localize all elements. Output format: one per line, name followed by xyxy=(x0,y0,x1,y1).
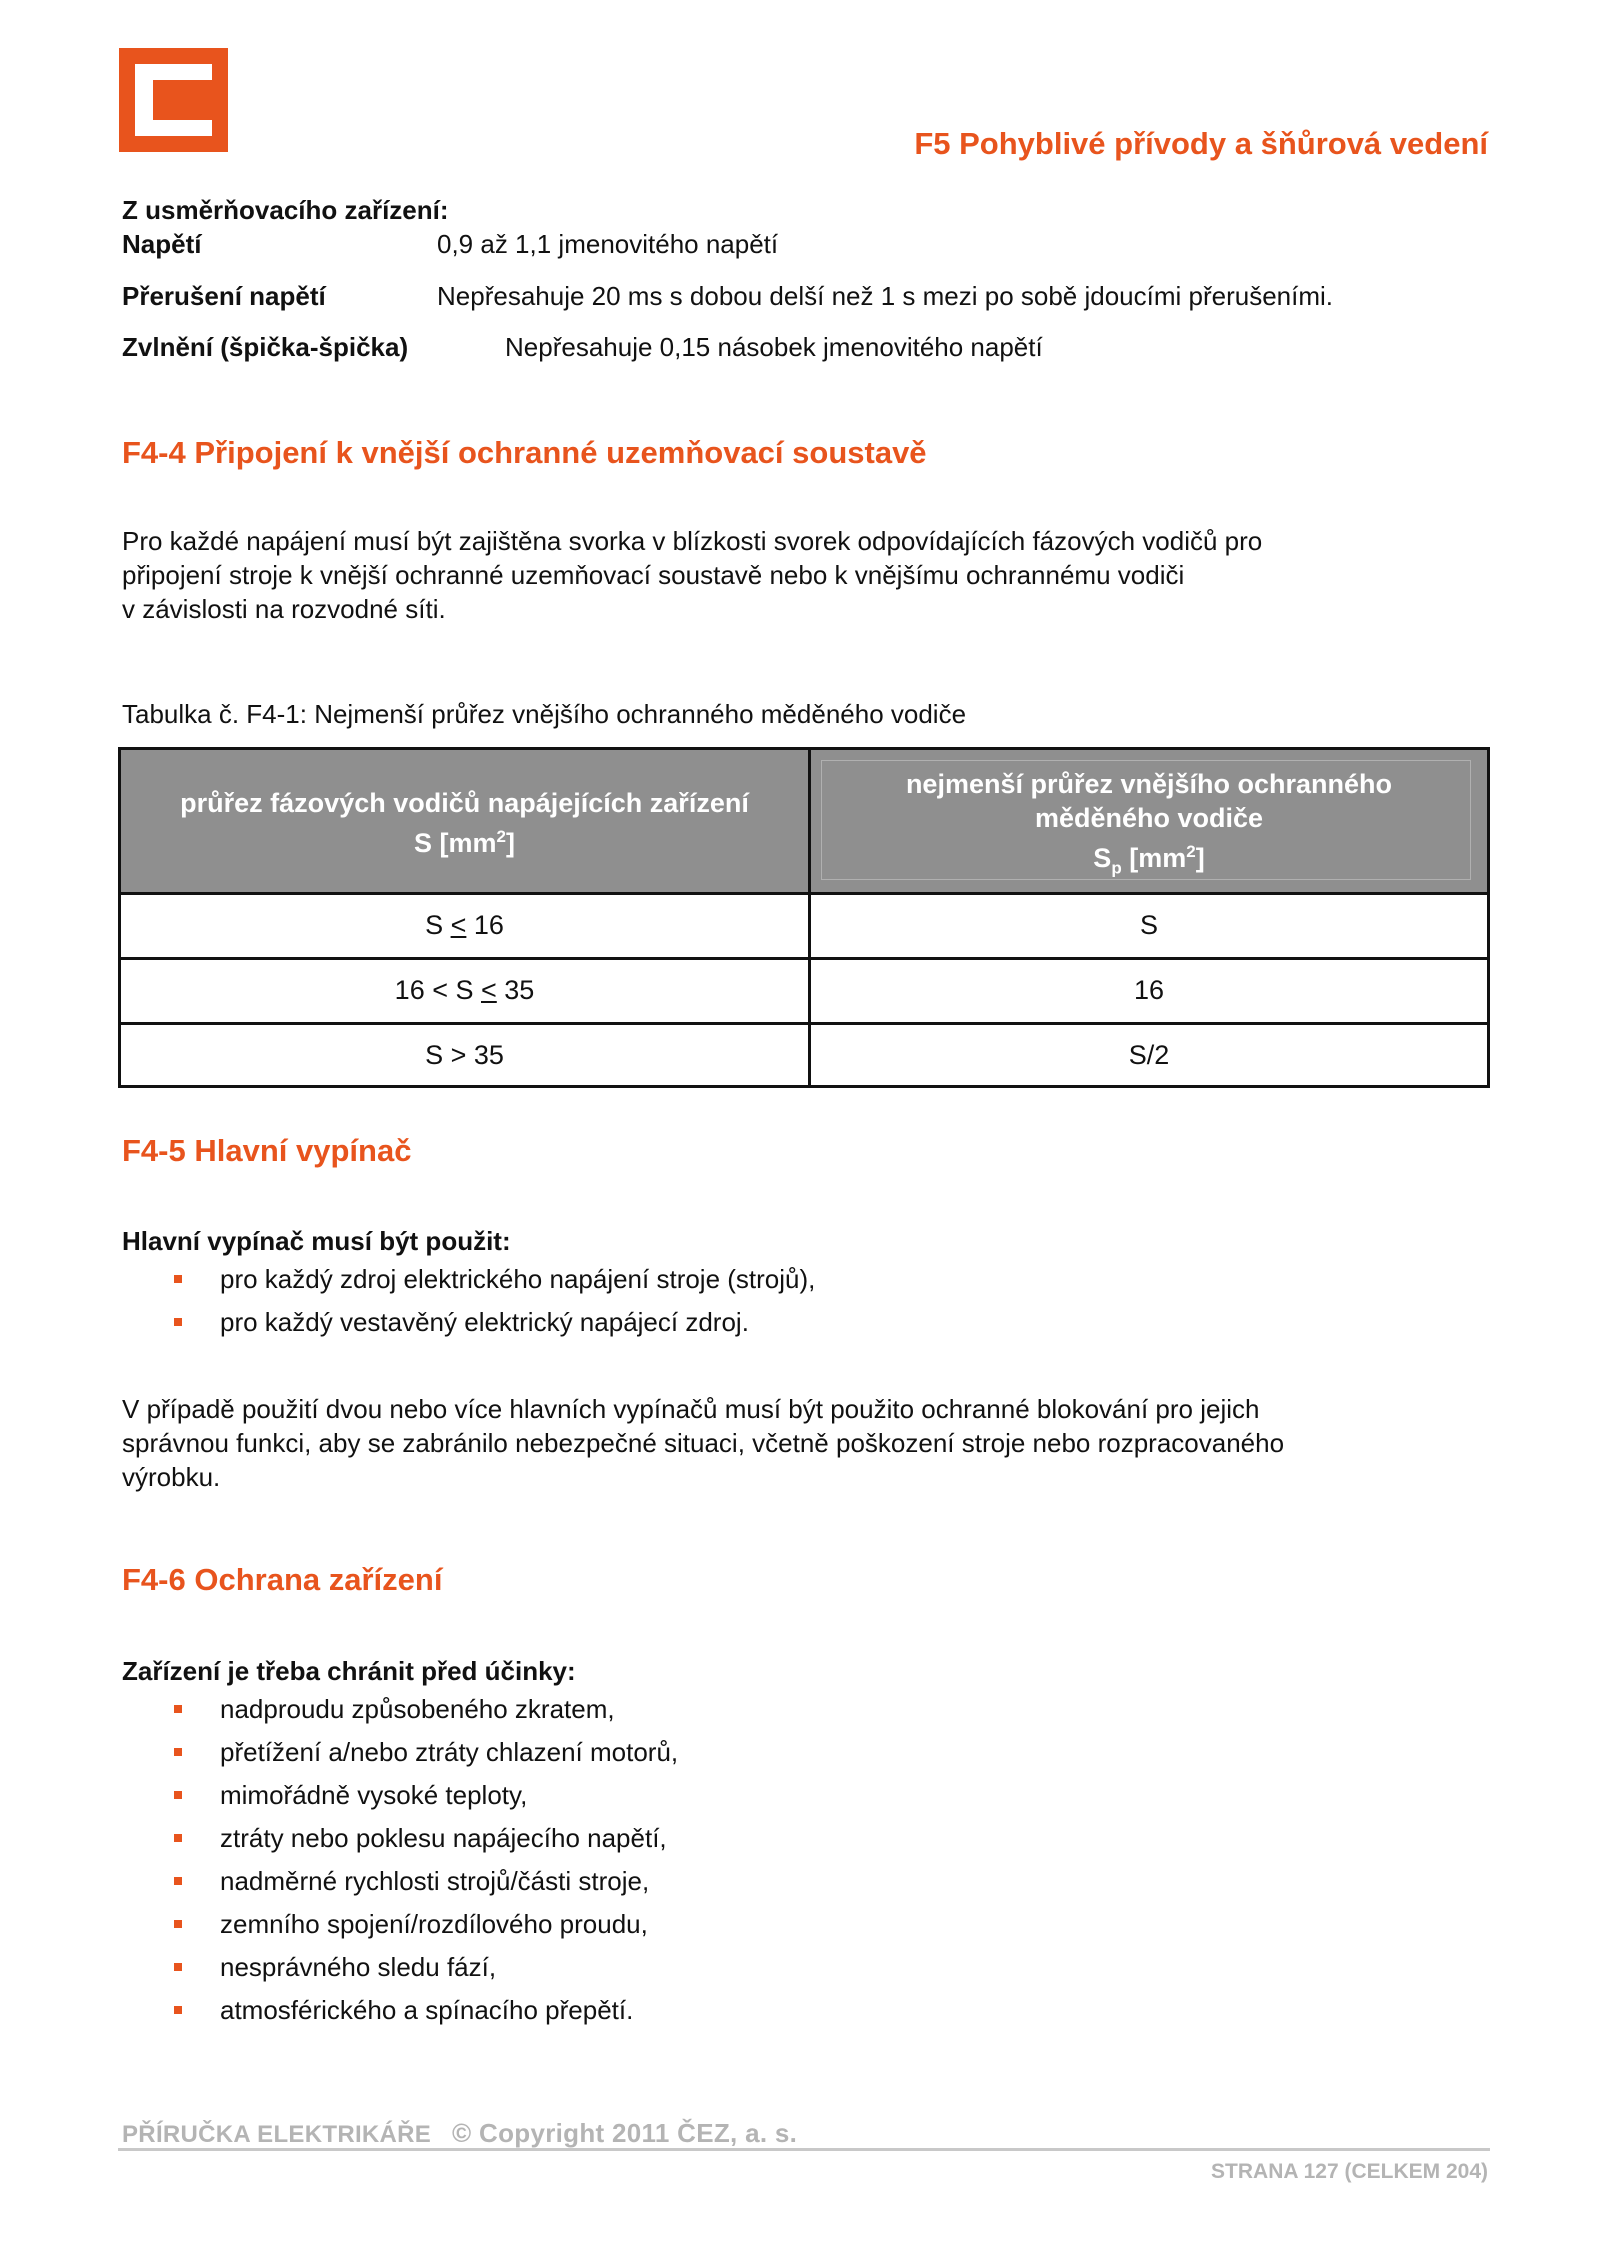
paragraph-line: výrobku. xyxy=(122,1462,221,1492)
table-cell-left xyxy=(121,973,808,1007)
f4-6-bullet-list xyxy=(119,1688,1419,2032)
section-title-f4-6: F4-6 Ochrana zařízení xyxy=(122,1562,443,1597)
cell-text: 16 xyxy=(466,910,504,940)
list-item-text: nesprávného sledu fází, xyxy=(220,1952,497,1982)
unit-superscript: 2 xyxy=(1186,842,1196,861)
footer-copyright: © Copyright 2011 ČEZ, a. s. xyxy=(452,2118,798,2148)
section-title-f4-5: F4-5 Hlavní vypínač xyxy=(122,1133,412,1168)
paragraph-line: připojení stroje k vnější ochranné uzemňovací soustavě nebo k vnějšímu ochrannému vodiči xyxy=(122,560,1185,590)
spec-label-voltage: Napětí xyxy=(122,229,202,259)
f4-4-paragraph xyxy=(122,524,1262,626)
unit-prefix: S [mm xyxy=(414,828,497,858)
list-item-text: zemního spojení/rozdílového proudu, xyxy=(220,1909,648,1939)
list-item xyxy=(119,1731,1419,1774)
symbol: S xyxy=(1093,843,1112,873)
table-header-left xyxy=(121,786,808,860)
cell-text: S xyxy=(425,910,451,940)
list-item-text: přetížení a/nebo ztráty chlazení motorů, xyxy=(220,1737,679,1767)
bullet-square-icon xyxy=(174,1963,182,1971)
footer-publication xyxy=(122,2118,797,2149)
spec-value-interruption: Nepřesahuje 20 ms s dobou delší než 1 s mezi po sobě jdoucími přerušeními. xyxy=(437,281,1334,311)
list-item xyxy=(119,1688,1419,1731)
cross-section-table xyxy=(118,747,1490,1088)
table-cell-left xyxy=(121,1038,808,1072)
unit-suffix: ] xyxy=(506,828,515,858)
chapter-title: F5 Pohyblivé přívody a šňůrová vedení xyxy=(914,126,1488,161)
f4-5-lead: Hlavní vypínač musí být použit: xyxy=(122,1226,511,1256)
header-right-line3 xyxy=(811,835,1487,885)
symbol-subscript: p xyxy=(1111,858,1122,878)
table-cell-left xyxy=(121,908,808,942)
table-divider xyxy=(121,1022,1487,1025)
list-item-text: pro každý zdroj elektrického napájení stroje (strojů), xyxy=(220,1264,816,1294)
header-left-line1: průřez fázových vodičů napájejících zařízení xyxy=(180,788,749,818)
bullet-square-icon xyxy=(174,1705,182,1713)
list-item-text: pro každý vestavěný elektrický napájecí zdroj. xyxy=(220,1307,749,1337)
paragraph-line: správnou funkci, aby se zabránilo nebezpečné situaci, včetně poškození stroje nebo rozpracovaného xyxy=(122,1428,1285,1458)
list-item-text: mimořádně vysoké teploty, xyxy=(220,1780,528,1810)
list-item xyxy=(119,1258,1419,1301)
f4-5-paragraph xyxy=(122,1392,1284,1494)
bullet-square-icon xyxy=(174,1920,182,1928)
cell-text: 16 < S xyxy=(394,975,481,1005)
rectifier-heading: Z usměrňovacího zařízení: xyxy=(122,195,449,225)
cez-logo-icon xyxy=(119,48,228,152)
bullet-square-icon xyxy=(174,1275,182,1283)
list-item xyxy=(119,1774,1419,1817)
list-item xyxy=(119,1989,1419,2032)
list-item xyxy=(119,1301,1419,1344)
f4-6-lead: Zařízení je třeba chránit před účinky: xyxy=(122,1656,576,1686)
list-item xyxy=(119,1946,1419,1989)
cell-text-underlined: < xyxy=(450,910,467,940)
section-title-f4-4: F4-4 Připojení k vnější ochranné uzemňovací soustavě xyxy=(122,435,927,470)
table-caption: Tabulka č. F4-1: Nejmenší průřez vnějšího ochranného měděného vodiče xyxy=(122,699,967,729)
list-item-text: nadproudu způsobeného zkratem, xyxy=(220,1694,615,1724)
bullet-square-icon xyxy=(174,2006,182,2014)
spec-label-ripple: Zvlnění (špička-špička) xyxy=(122,332,409,362)
bullet-square-icon xyxy=(174,1318,182,1326)
list-item-text: atmosférického a spínacího přepětí. xyxy=(220,1995,634,2025)
unit-superscript: 2 xyxy=(496,827,506,846)
bullet-square-icon xyxy=(174,1877,182,1885)
bullet-square-icon xyxy=(174,1748,182,1756)
header-right-line1: nejmenší průřez vnějšího ochranného xyxy=(905,769,1393,799)
spec-value-voltage: 0,9 až 1,1 jmenovitého napětí xyxy=(437,229,779,259)
list-item xyxy=(119,1860,1419,1903)
footer-page-number: STRANA 127 (CELKEM 204) xyxy=(1211,2160,1488,2183)
f4-5-bullet-list xyxy=(119,1258,1419,1344)
cell-text: S > 35 xyxy=(425,1040,504,1070)
list-item xyxy=(119,1903,1419,1946)
list-item xyxy=(119,1817,1419,1860)
spec-value-ripple: Nepřesahuje 0,15 násobek jmenovitého napětí xyxy=(505,332,1043,362)
header-left-line2 xyxy=(121,820,808,860)
bullet-square-icon xyxy=(174,1834,182,1842)
table-header-right xyxy=(811,767,1487,885)
table-divider xyxy=(121,892,1487,895)
paragraph-line: V případě použití dvou nebo více hlavních vypínačů musí být použito ochranné blokování pro jejich xyxy=(122,1394,1260,1424)
table-cell-right: S xyxy=(1139,910,1158,940)
list-item-text: nadměrné rychlosti strojů/části stroje, xyxy=(220,1866,650,1896)
spec-label-interruption: Přerušení napětí xyxy=(122,281,326,311)
paragraph-line: Pro každé napájení musí být zajištěna svorka v blízkosti svorek odpovídajících fázových vodičů pro xyxy=(122,526,1263,556)
footer-divider xyxy=(118,2148,1490,2151)
paragraph-line: v závislosti na rozvodné síti. xyxy=(122,594,446,624)
header-right-line2: měděného vodiče xyxy=(1034,803,1264,833)
unit-suffix: ] xyxy=(1195,843,1205,873)
cell-text: 35 xyxy=(496,975,535,1005)
table-cell-right: S/2 xyxy=(1128,1040,1170,1070)
footer-title: PŘÍRUČKA ELEKTRIKÁŘE xyxy=(122,2121,432,2148)
table-cell-right: 16 xyxy=(1133,975,1165,1005)
bullet-square-icon xyxy=(174,1791,182,1799)
unit-prefix: [mm xyxy=(1121,843,1187,873)
table-divider xyxy=(121,957,1487,960)
list-item-text: ztráty nebo poklesu napájecího napětí, xyxy=(220,1823,667,1853)
cell-text-underlined: < xyxy=(481,975,497,1005)
